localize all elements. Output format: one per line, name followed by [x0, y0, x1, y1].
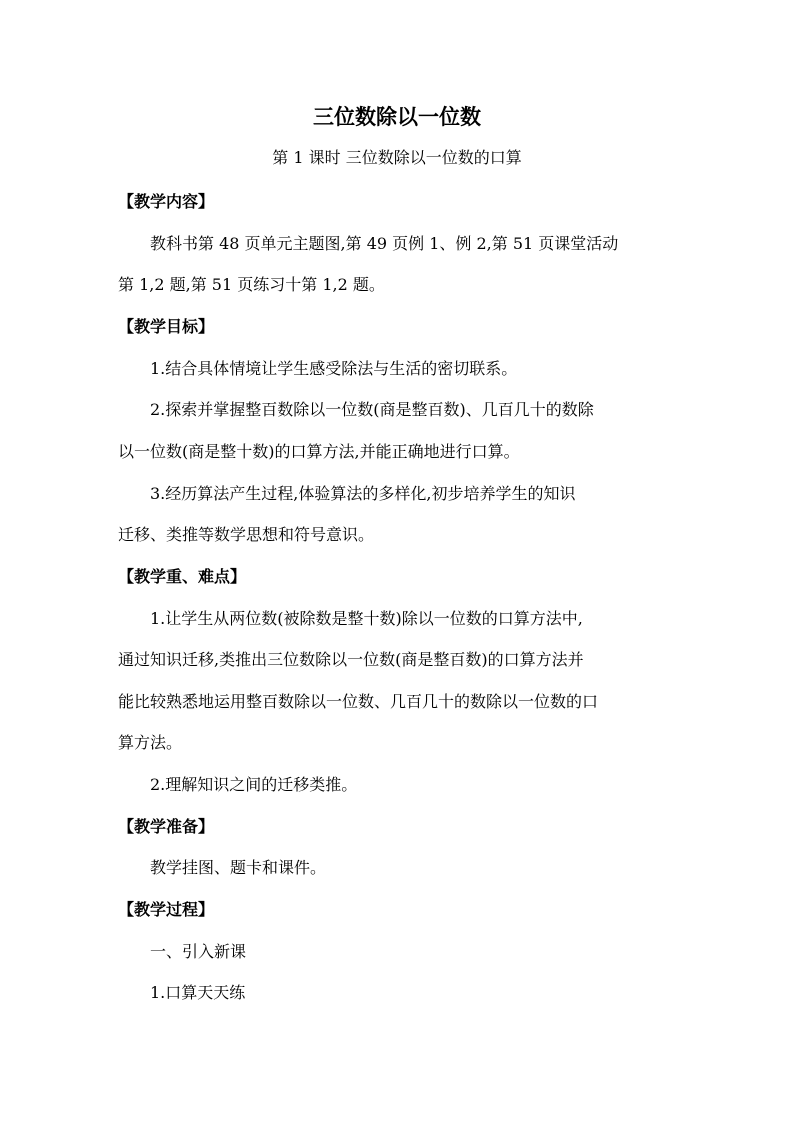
content-line-2: 第 1,2 题,第 51 页练习十第 1,2 题。: [118, 275, 385, 294]
goals-line-3: 以一位数(商是整十数)的口算方法,并能正确地进行口算。: [118, 442, 520, 461]
goals-line-4: 3.经历算法产生过程,体验算法的多样化,初步培养学生的知识: [150, 484, 576, 503]
process-line-1: 一、引入新课: [150, 942, 247, 961]
lesson-subtitle: 第 1 课时 三位数除以一位数的口算: [272, 148, 522, 167]
heading-key-points: 【教学重、难点】: [118, 567, 247, 586]
goals-line-1: 1.结合具体情境让学生感受除法与生活的密切联系。: [150, 359, 518, 378]
key-points-line-4: 算方法。: [118, 733, 183, 752]
heading-teaching-preparation: 【教学准备】: [118, 817, 215, 836]
key-points-line-2: 通过知识迁移,类推出三位数除以一位数(商是整百数)的口算方法并: [118, 650, 584, 669]
heading-teaching-process: 【教学过程】: [118, 900, 215, 919]
key-points-line-1: 1.让学生从两位数(被除数是整十数)除以一位数的口算方法中,: [150, 609, 583, 628]
process-line-2: 1.口算天天练: [150, 983, 246, 1002]
heading-teaching-content: 【教学内容】: [118, 192, 215, 211]
key-points-line-5: 2.理解知识之间的迁移类推。: [150, 775, 358, 794]
key-points-line-3: 能比较熟悉地运用整百数除以一位数、几百几十的数除以一位数的口: [118, 692, 599, 711]
document-title: 三位数除以一位数: [313, 104, 481, 129]
preparation-line-1: 教学挂图、题卡和课件。: [150, 858, 327, 877]
content-line-1: 教科书第 48 页单元主题图,第 49 页例 1、例 2,第 51 页课堂活动: [150, 234, 619, 253]
heading-teaching-goals: 【教学目标】: [118, 317, 215, 336]
goals-line-5: 迁移、类推等数学思想和符号意识。: [118, 525, 375, 544]
goals-line-2: 2.探索并掌握整百数除以一位数(商是整百数)、几百几十的数除: [150, 400, 594, 419]
